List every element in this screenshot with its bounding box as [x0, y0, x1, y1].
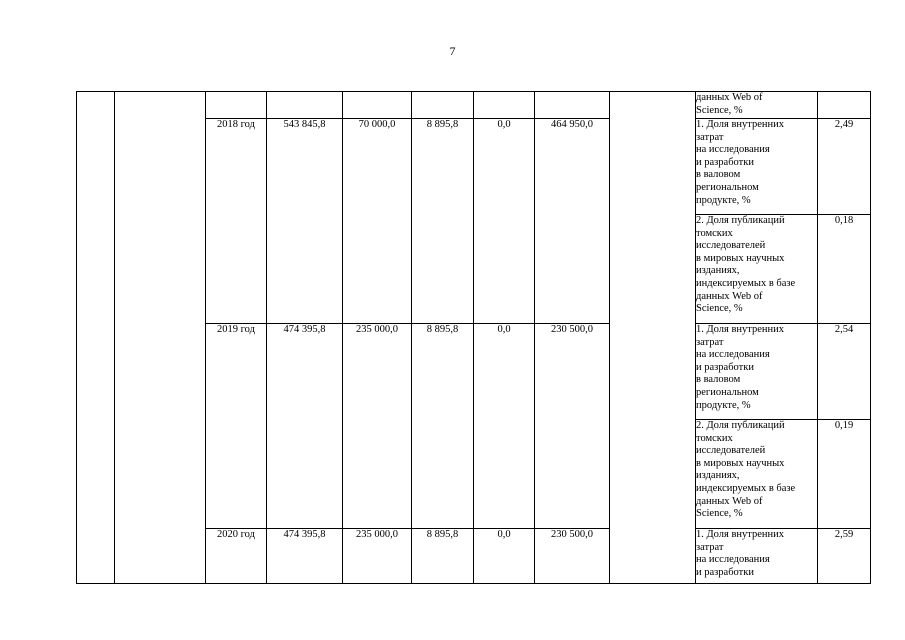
cell-year: 2018 год: [206, 119, 267, 324]
cell-number-col: [77, 92, 115, 584]
cell-total: 543 845,8: [267, 119, 343, 324]
page-number: 7: [449, 44, 456, 58]
cell-year: [206, 92, 267, 119]
cell-local: 0,0: [474, 324, 535, 529]
cell-indicator: [696, 420, 818, 529]
cell-executor-col: [610, 92, 696, 584]
cell-indicator-value: 2,49: [818, 119, 871, 215]
indicator-text: 1. Доля внутренних затрат на исследования и разработки в валовом региональном продукте, %: [696, 119, 785, 206]
table-row-continuation: [77, 92, 871, 119]
cell-indicator-value: 2,59: [818, 529, 871, 584]
cell-extra: 230 500,0: [535, 324, 610, 529]
cell-indicator-value: [818, 92, 871, 119]
cell-indicator: [696, 215, 818, 324]
cell-local: 0,0: [474, 529, 535, 584]
cell-federal: 235 000,0: [343, 324, 412, 529]
cell-indicator: [696, 529, 818, 584]
cell-total: 474 395,8: [267, 529, 343, 584]
cell-indicator-value: 2,54: [818, 324, 871, 420]
indicator-text: данных Web of Science, %: [696, 92, 763, 116]
indicator-text: 2. Доля публикаций томских исследователей в мировых научных изданиях, индексируемых в базе данных Web of Science, %: [696, 420, 796, 520]
cell-indicator-value: 0,18: [818, 215, 871, 324]
cell-total: [267, 92, 343, 119]
cell-year: 2019 год: [206, 324, 267, 529]
cell-indicator: [696, 324, 818, 420]
cell-local: [474, 92, 535, 119]
cell-federal: 235 000,0: [343, 529, 412, 584]
cell-extra: 230 500,0: [535, 529, 610, 584]
cell-total: 474 395,8: [267, 324, 343, 529]
cell-federal: 70 000,0: [343, 119, 412, 324]
cell-indicator: [696, 92, 818, 119]
cell-year: 2020 год: [206, 529, 267, 584]
indicator-text: 1. Доля внутренних затрат на исследования и разработки: [696, 529, 785, 578]
cell-extra: 464 950,0: [535, 119, 610, 324]
cell-regional: 8 895,8: [412, 119, 474, 324]
indicator-text: 1. Доля внутренних затрат на исследования и разработки в валовом региональном продукте, %: [696, 324, 785, 411]
cell-indicator-value: 0,19: [818, 420, 871, 529]
cell-regional: [412, 92, 474, 119]
cell-local: 0,0: [474, 119, 535, 324]
cell-name-col: [115, 92, 206, 584]
cell-federal: [343, 92, 412, 119]
budget-table: [76, 91, 871, 584]
cell-regional: 8 895,8: [412, 529, 474, 584]
indicator-text: 2. Доля публикаций томских исследователей в мировых научных изданиях, индексируемых в базе данных Web of Science, %: [696, 215, 796, 315]
cell-regional: 8 895,8: [412, 324, 474, 529]
cell-indicator: [696, 119, 818, 215]
cell-extra: [535, 92, 610, 119]
